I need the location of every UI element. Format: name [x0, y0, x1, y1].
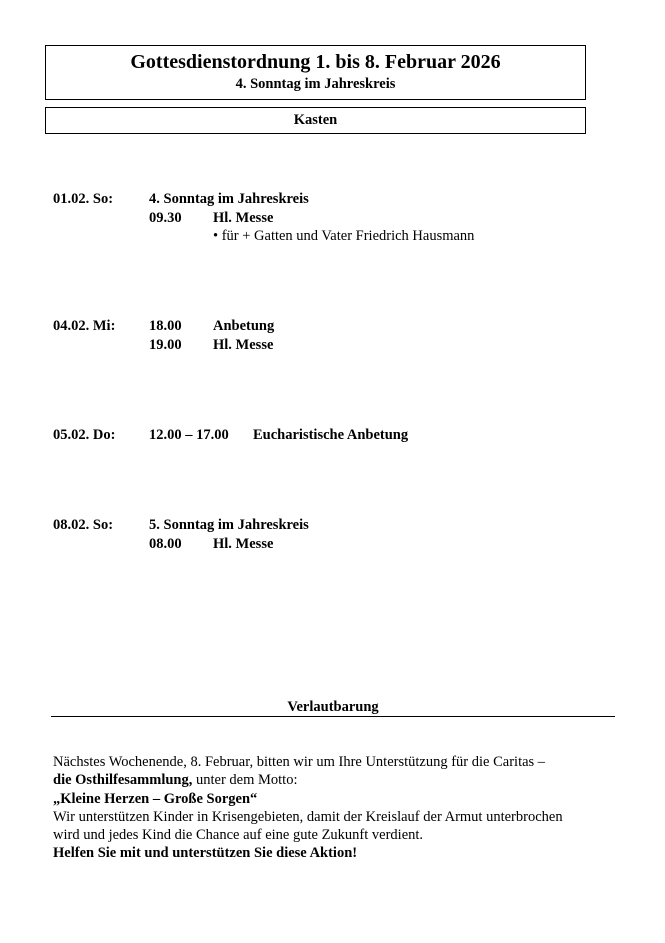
announcement-closing: Helfen Sie mit und unterstützen Sie diese Aktion!	[53, 845, 358, 862]
title-box	[45, 45, 586, 100]
entry-service: Hl. Messe	[213, 336, 274, 353]
announcement-line: wird und jedes Kind die Chance auf eine gute Zukunft verdient.	[53, 827, 424, 844]
entry-service: Hl. Messe	[213, 535, 274, 552]
announcement-heading: Verlautbarung	[51, 698, 615, 717]
entry-intention: • für + Gatten und Vater Friedrich Hausmann	[213, 228, 475, 244]
entry-time: 12.00 – 17.00	[149, 427, 229, 443]
entry-service: Hl. Messe	[213, 209, 274, 226]
entry-date: 08.02. So:	[53, 517, 114, 533]
entry-time: 09.30	[149, 209, 182, 226]
announcement-line-rest: unter dem Motto:	[192, 772, 298, 789]
entry-time: 18.00	[149, 318, 182, 334]
entry-date: 05.02. Do:	[53, 427, 116, 443]
location-heading: Kasten	[45, 107, 586, 134]
announcement-line	[53, 771, 618, 789]
announcement-emphasis: die Osthilfesammlung,	[53, 772, 193, 789]
entry-time: 08.00	[149, 535, 182, 552]
entry-time: 19.00	[149, 336, 182, 353]
entry-heading: 5. Sonntag im Jahreskreis	[149, 517, 309, 533]
entry-heading: 4. Sonntag im Jahreskreis	[149, 191, 309, 207]
page-subtitle: 4. Sonntag im Jahreskreis	[235, 76, 396, 92]
entry-service: Eucharistische Anbetung	[253, 427, 409, 443]
announcement-line: Nächstes Wochenende, 8. Februar, bitten wir um Ihre Unterstützung für die Caritas –	[53, 754, 546, 770]
announcement-line: Wir unterstützen Kinder in Krisengebieten, damit der Kreislauf der Armut unterbrochen	[53, 808, 563, 825]
entry-service: Anbetung	[213, 318, 275, 334]
announcement-motto: „Kleine Herzen – Große Sorgen“	[53, 790, 258, 807]
page-title: Gottesdienstordnung 1. bis 8. Februar 2026	[130, 51, 501, 73]
entry-date: 04.02. Mi:	[53, 318, 116, 334]
announcement-text	[53, 753, 618, 863]
entry-date: 01.02. So:	[53, 191, 114, 207]
